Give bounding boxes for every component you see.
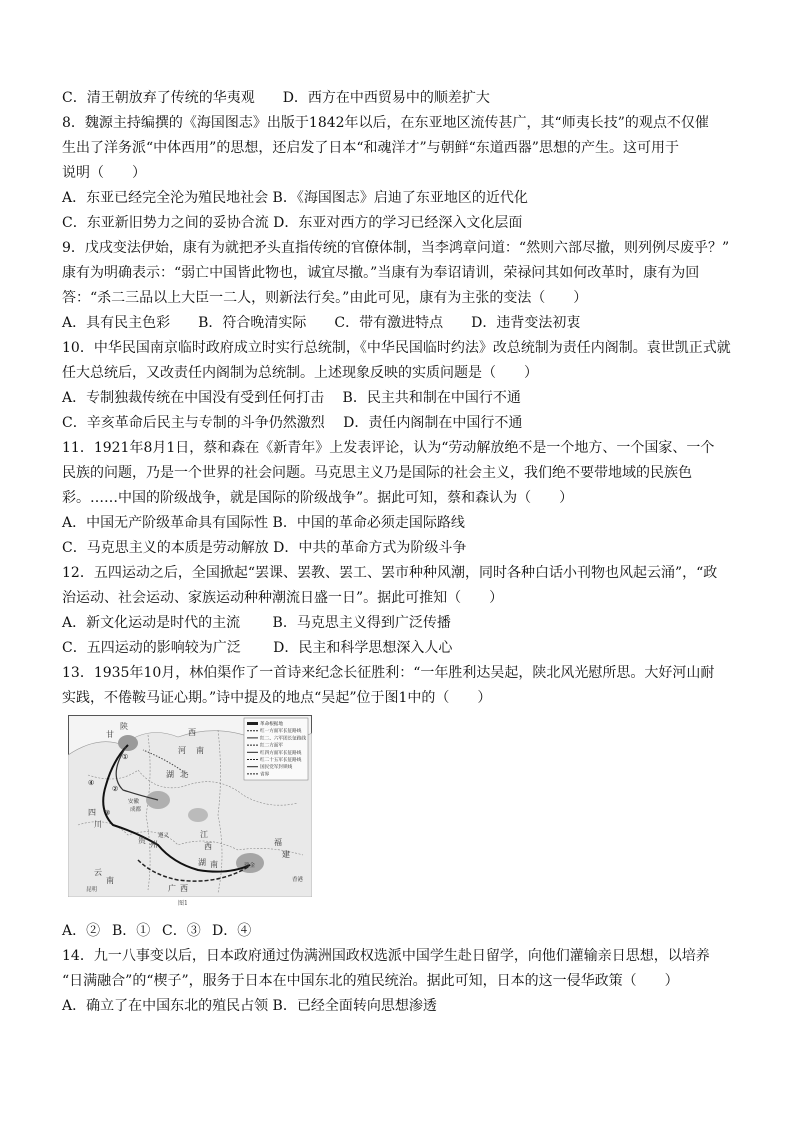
map-label: 安徽 [128,799,140,805]
text-line: 生出了洋务派“中体西用”的思想，还启发了日本“和魂洋才”与朝鲜“东道西器”思想的产生。这可用于 [62,140,679,156]
text-line: 10．中华民国南京临时政府成立时实行总统制，《中华民国临时约法》改总统制为责任内阁制。袁世凯正式就 [62,340,731,356]
legend-label: 省界 [260,772,270,778]
text-line: 12．五四运动之后，全国掀起“罢课、罢教、罢工、罢市种种风潮，同时各种白话小刊物也风起云涌”，“政 [62,565,718,581]
question-text-block [62,86,738,711]
map-label: 广 [168,884,176,893]
q13-option-b: B．① [112,923,151,939]
map-label: 川 [94,820,102,829]
text-line: 治运动、社会运动、家族运动种种潮流日盛一日”。据此可推知（ ） [62,590,504,606]
text-line: A．东亚已经完全沦为殖民地社会 B．《海国图志》启迪了东亚地区的近代化 [62,190,528,206]
text-line: 任大总统后，又改责任内阁制为总统制。上述现象反映的实质问题是（ ） [62,365,538,381]
map-label: 南 [210,860,218,869]
map-label: 南 [106,876,114,885]
text-line: C．辛亥革命后民主与专制的斗争仍然激烈 D．责任内阁制在中国行不通 [62,415,523,431]
text-line: 说明（ ） [62,165,146,181]
text-line: 9．戊戌变法伊始，康有为就把矛头直指传统的官僚体制，当李鸿章问道：“然则六部尽撤，则列例尽废乎？” [62,240,730,256]
map-label: 湖 [198,858,206,867]
map-label: 陕 [120,722,128,731]
text-line: C．清王朝放弃了传统的华夷观 D．西方在中西贸易中的顺差扩大 [62,90,490,106]
text-line: 8．魏源主持编撰的《海国图志》出版于1842年以后，在东亚地区流传甚广，其“师夷长技”的观点不仅催 [62,115,709,131]
map-label: 南 [196,746,204,755]
map-marker: ② [112,785,119,793]
text-line: C．马克思主义的本质是劳动解放 D．中共的革命方式为阶级斗争 [62,540,467,556]
legend-label: 红二方面军 [260,743,283,749]
map-marker: ④ [88,779,95,787]
text-line: 答：“杀二三品以上大臣一二人，则新法行矣。”由此可见，康有为主张的变法（ ） [62,290,588,306]
text-line: C．五四运动的影响较为广泛 D．民主和科学思想深入人心 [62,640,453,656]
map-label: 香港 [292,877,304,883]
map-marker: ① [122,753,129,761]
map-label: 河 [178,746,186,755]
map-label: 江 [200,830,208,839]
text-line: 实践，不倦鞍马证心期。”诗中提及的地点“吴起”位于图1中的（ ） [62,690,492,706]
text-bottom-line: “日满融合”的“楔子”，服务于日本在中国东北的殖民统治。据此可知，日本的这一侵华政策（ ） [62,973,679,989]
long-march-map [68,715,312,907]
question-text-block-2 [62,944,738,1019]
q13-option-d: D．④ [212,923,252,939]
map-label: 州 [150,840,158,849]
legend-label: 革命根据地 [260,722,283,727]
text-line: A．新文化运动是时代的主流 B．马克思主义得到广泛传播 [62,615,451,631]
map-label: 建 [282,850,290,859]
map-label: 贵 [138,836,146,845]
text-bottom-line: A．确立了在中国东北的殖民占领 B．已经全面转向思想渗透 [62,998,437,1014]
map-label: 四 [88,808,96,817]
map-label: 云 [94,868,102,877]
q13-option-a: A．② [62,923,101,939]
legend-label: 红二十五军长征路线 [260,758,302,763]
text-line: C．东亚新旧势力之间的妥协合流 D．东亚对西方的学习已经深入文化层面 [62,215,523,231]
map-caption: 图1 [178,900,188,907]
map-label: 瑞金 [244,863,256,869]
map-figure [68,715,312,897]
legend-label: 红四方面军长征路线 [260,750,302,756]
map-marker: ③ [104,809,111,817]
text-line: 康有为明确表示：“弱亡中国皆此物也，诚宜尽撤。”当康有为奉诏请训，荣禄问其如何改革时，康有为回 [62,265,700,281]
map-label: 甘 [106,730,114,739]
map-label: 福 [274,838,282,847]
map-label: 西 [204,842,212,851]
text-line: 彩。……中国的阶级战争，就是国际的阶级战争”。据此可知，蔡和森认为（ ） [62,490,574,506]
legend-label: 红一方面军长征路线 [260,729,302,735]
map-label: 西 [188,728,196,737]
legend-label: 国民党军封锁线 [260,765,293,771]
text-line: A．具有民主色彩 B．符合晚清实际 C．带有激进特点 D．违背变法初衷 [62,315,581,331]
text-line: A．中国无产阶级革命具有国际性 B．中国的革命必须走国际路线 [62,515,465,531]
map-label: 北 [180,770,188,779]
legend-label: 红二、六军团长征路线 [260,736,306,742]
text-line: 民族的问题，乃是一个世界的社会问题。马克思主义乃是国际的社会主义，我们绝不要带地域的民族色 [62,465,692,481]
text-line: A．专制独裁传统在中国没有受到任何打击 B．民主共和制在中国行不通 [62,390,521,406]
q13-option-c: C．③ [162,923,201,939]
map-label: 成都 [130,807,142,813]
map-label: 昆明 [86,887,98,893]
text-line: 11．1921年8月1日，蔡和森在《新青年》上发表评论，认为“劳动解放绝不是一个地方、一个国家、一个 [62,440,715,456]
map-label: 湖 [166,770,174,779]
q13-options [62,919,738,944]
map-label: 西 [180,884,188,893]
text-line: 13．1935年10月，林伯渠作了一首诗来纪念长征胜利：“一年胜利达吴起，陕北风光慰所思。大好河山耐 [62,665,715,681]
map-label: 遵义 [158,833,170,839]
text-bottom-line: 14．九一八事变以后，日本政府通过伪满洲国政权选派中国学生赴日留学，向他们灌输亲日思想，以培养 [62,948,710,964]
exam-page [62,86,738,1019]
